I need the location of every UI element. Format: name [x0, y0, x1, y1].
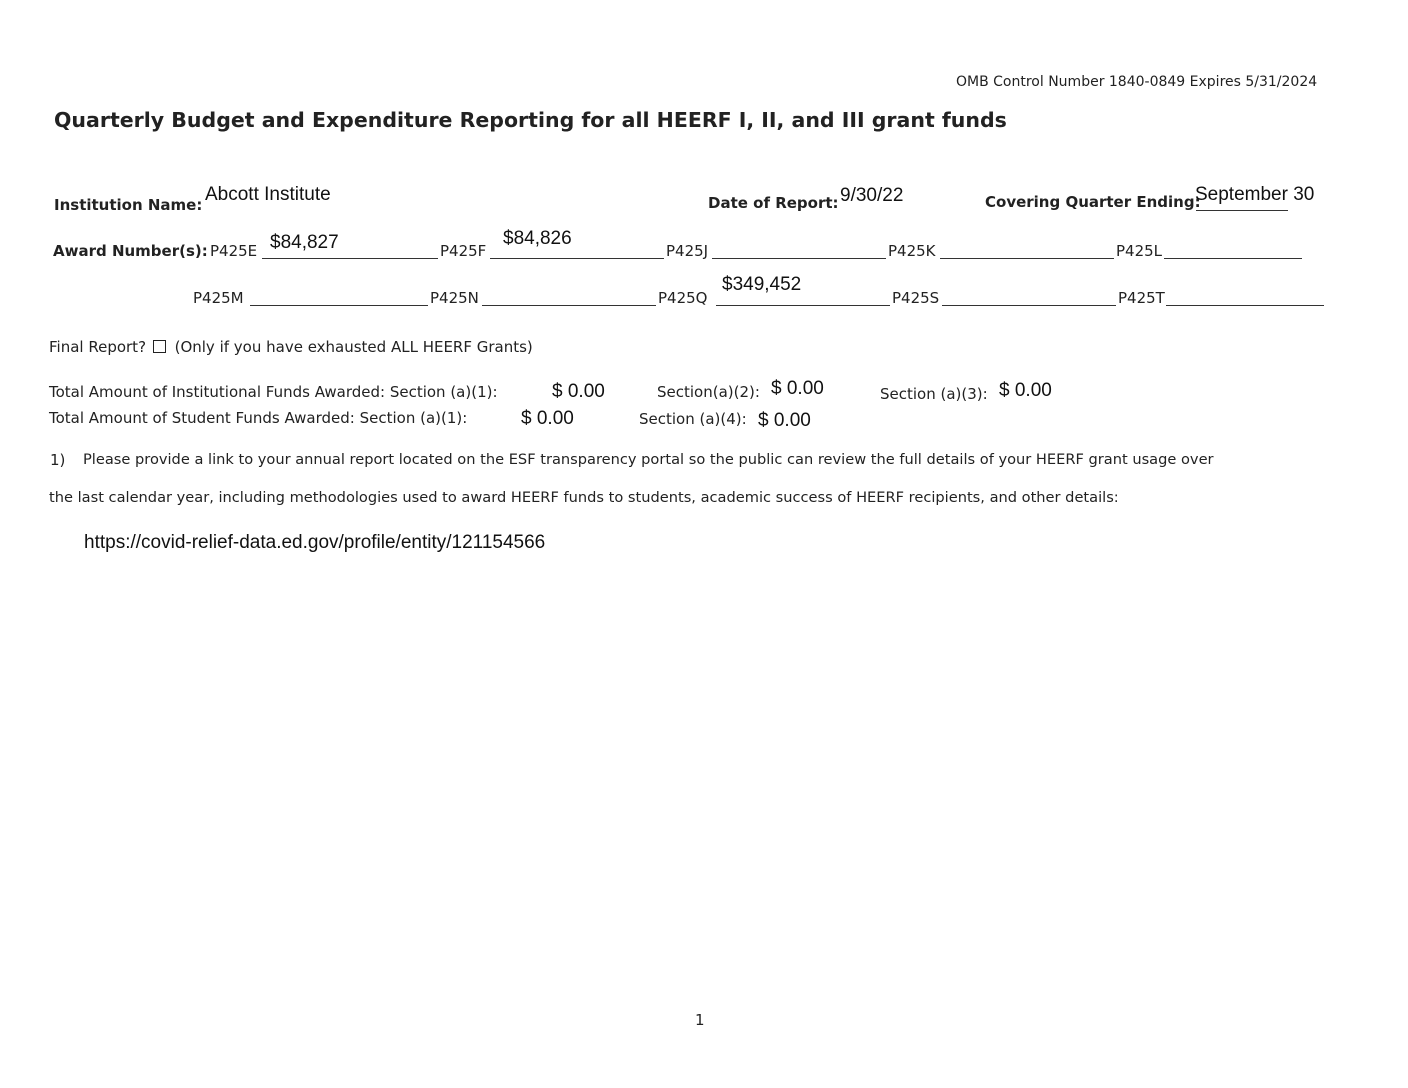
date-of-report-value[interactable]: 9/30/22: [840, 185, 904, 206]
award-code-p425k: P425K: [888, 242, 936, 260]
institution-name-value[interactable]: Abcott Institute: [205, 184, 331, 205]
institution-name-label: Institution Name:: [54, 196, 203, 214]
final-report-row: [49, 338, 533, 356]
award-code-p425m: P425M: [193, 289, 244, 307]
award-code-p425l: P425L: [1116, 242, 1163, 260]
award-value-p425f[interactable]: $84,826: [503, 228, 572, 249]
question-1-number: 1): [50, 451, 66, 469]
covering-quarter-value[interactable]: September 30: [1195, 184, 1315, 205]
student-a4-value[interactable]: $ 0.00: [758, 410, 811, 431]
award-code-p425e: P425E: [210, 242, 258, 260]
award-line-p425f: [490, 258, 664, 259]
award-line-p425m[interactable]: [250, 305, 428, 306]
covering-quarter-label: Covering Quarter Ending:: [985, 193, 1201, 211]
institutional-a3-label: Section (a)(3):: [880, 385, 988, 403]
omb-control-number: OMB Control Number 1840-0849 Expires 5/31/2024: [956, 74, 1318, 90]
award-line-p425n[interactable]: [482, 305, 656, 306]
award-code-p425s: P425S: [892, 289, 940, 307]
final-report-label: Final Report?: [49, 338, 147, 356]
page-number: 1: [695, 1011, 705, 1029]
award-code-p425f: P425F: [440, 242, 487, 260]
covering-quarter-underline: [1196, 210, 1288, 211]
award-numbers-label: Award Number(s):: [53, 242, 208, 260]
page-title: Quarterly Budget and Expenditure Reporting for all HEERF I, II, and III grant funds: [54, 108, 1007, 132]
date-of-report-label: Date of Report:: [708, 194, 839, 212]
institutional-a1-value[interactable]: $ 0.00: [552, 381, 605, 402]
award-line-p425e: [262, 258, 438, 259]
award-code-p425n: P425N: [430, 289, 479, 307]
award-value-p425e[interactable]: $84,827: [270, 232, 339, 253]
student-a1-value[interactable]: $ 0.00: [521, 408, 574, 429]
question-1-text-line2: the last calendar year, including methodologies used to award HEERF funds to students, academic success of HEERF recipients, and other details:: [49, 489, 1119, 506]
student-a4-label: Section (a)(4):: [639, 410, 747, 428]
annual-report-link[interactable]: https://covid-relief-data.ed.gov/profile/entity/121154566: [84, 532, 546, 553]
award-line-p425q: [716, 305, 890, 306]
award-code-p425t: P425T: [1118, 289, 1165, 307]
final-report-checkbox[interactable]: [153, 340, 166, 353]
award-line-p425t[interactable]: [1166, 305, 1324, 306]
final-report-note: (Only if you have exhausted ALL HEERF Grants): [174, 338, 533, 356]
question-1-text-line1: Please provide a link to your annual report located on the ESF transparency portal so the public can review the full details of your HEERF grant usage over: [83, 451, 1214, 468]
award-code-p425j: P425J: [666, 242, 709, 260]
institutional-a2-value[interactable]: $ 0.00: [771, 378, 824, 399]
institutional-funds-label: Total Amount of Institutional Funds Awarded: Section (a)(1):: [49, 383, 498, 401]
institutional-a3-value[interactable]: $ 0.00: [999, 380, 1052, 401]
award-line-p425j[interactable]: [712, 258, 886, 259]
institutional-a2-label: Section(a)(2):: [657, 383, 760, 401]
award-line-p425k[interactable]: [940, 258, 1114, 259]
student-funds-label: Total Amount of Student Funds Awarded: Section (a)(1):: [49, 409, 468, 427]
award-code-p425q: P425Q: [658, 289, 708, 307]
award-value-p425q[interactable]: $349,452: [722, 274, 802, 295]
award-line-p425l[interactable]: [1164, 258, 1302, 259]
award-line-p425s[interactable]: [942, 305, 1116, 306]
